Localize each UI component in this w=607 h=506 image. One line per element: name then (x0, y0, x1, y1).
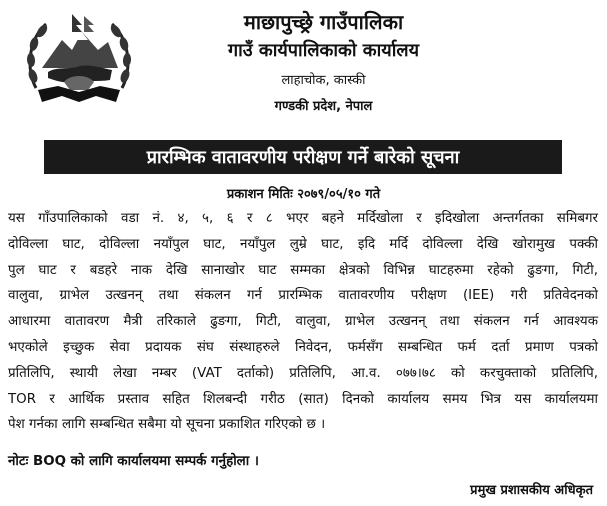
body-line: यस गाँउपालिकाको वडा नं. ४, ५, ६ र ८ भएर बहने मर्दिखोला र इदिखोला अन्तर्गतका समिबगर (8, 211, 598, 226)
body-line: आधारमा वातावरण मैत्री तरिकाले ढुङगा, गिटी, वालुवा, ग्राभेल उत्खनन् तथा संकलन गर्न आवश्यक (8, 314, 598, 330)
province-country: गण्डकी प्रदेश, नेपाल (274, 99, 373, 114)
body-line: दोविल्ला घाट, दोविल्ला नयाँपुल घाट, नयाँपुल लुम्रे घाट, इदि मर्दि दोविल्ला देखि खोरामुख पक्की (8, 236, 598, 252)
body-line: भएकोले इच्छुक सेवा प्रदायक संघ संस्थाहरुले निवेदन, फर्मसँग सम्बन्धित फर्म दर्ता प्रमाण पत्रको (8, 339, 598, 355)
body-line: पेश गर्नका लागि सम्बन्धित सबैमा यो सूचना प्रकाशित गरिएको छ । (8, 417, 326, 433)
notice-title-banner (44, 140, 562, 174)
body-line: वालुवा, ग्राभेल उत्खनन् तथा संकलन गर्न प्रारम्भिक वातावरणीय परीक्षण (IEE) गरी प्रतिवेदनको (8, 288, 598, 304)
body-line: पुल घाट र बडहरे नाक देखि सानाखोर घाट सम्मका क्षेत्रको विभिन्न घाटहरुमा रहेको ढुङगा, गिटी, (8, 262, 598, 278)
office-name: गाउँ कार्यपालिकाको कार्यालय (227, 40, 420, 61)
signatory-title: प्रमुख प्रशासकीय अधिकृत (470, 483, 593, 498)
body-line: TOR र आर्थिक प्रस्ताव सहित शिलबन्दी गरीठ (सात) दिनको कार्यालय समय भित्र यस कार्यालयमा (8, 391, 598, 407)
notice-title: प्रारम्भिक वातावरणीय परीक्षण गर्ने बारेको सूचना (146, 147, 460, 168)
municipality-name: माछापुच्छ्रे गाउँपालिका (243, 10, 404, 34)
published-date: प्रकाशन मितिः २०७९/०५/१० गते (226, 187, 381, 202)
notice-header (0, 0, 607, 130)
boq-note: नोटः BOQ को लागि कार्यालयमा सम्पर्क गर्नुहोला । (8, 454, 259, 469)
office-address: लाहाचोक, कास्की (281, 73, 366, 88)
body-line: प्रतिलिपि, स्थायी लेखा नम्बर (VAT दर्ताको) प्रतिलिपि, आ.व. ०७७।७८ को करचुक्ताको प्रतिलिपि, (8, 365, 598, 381)
notice-body (8, 206, 598, 438)
